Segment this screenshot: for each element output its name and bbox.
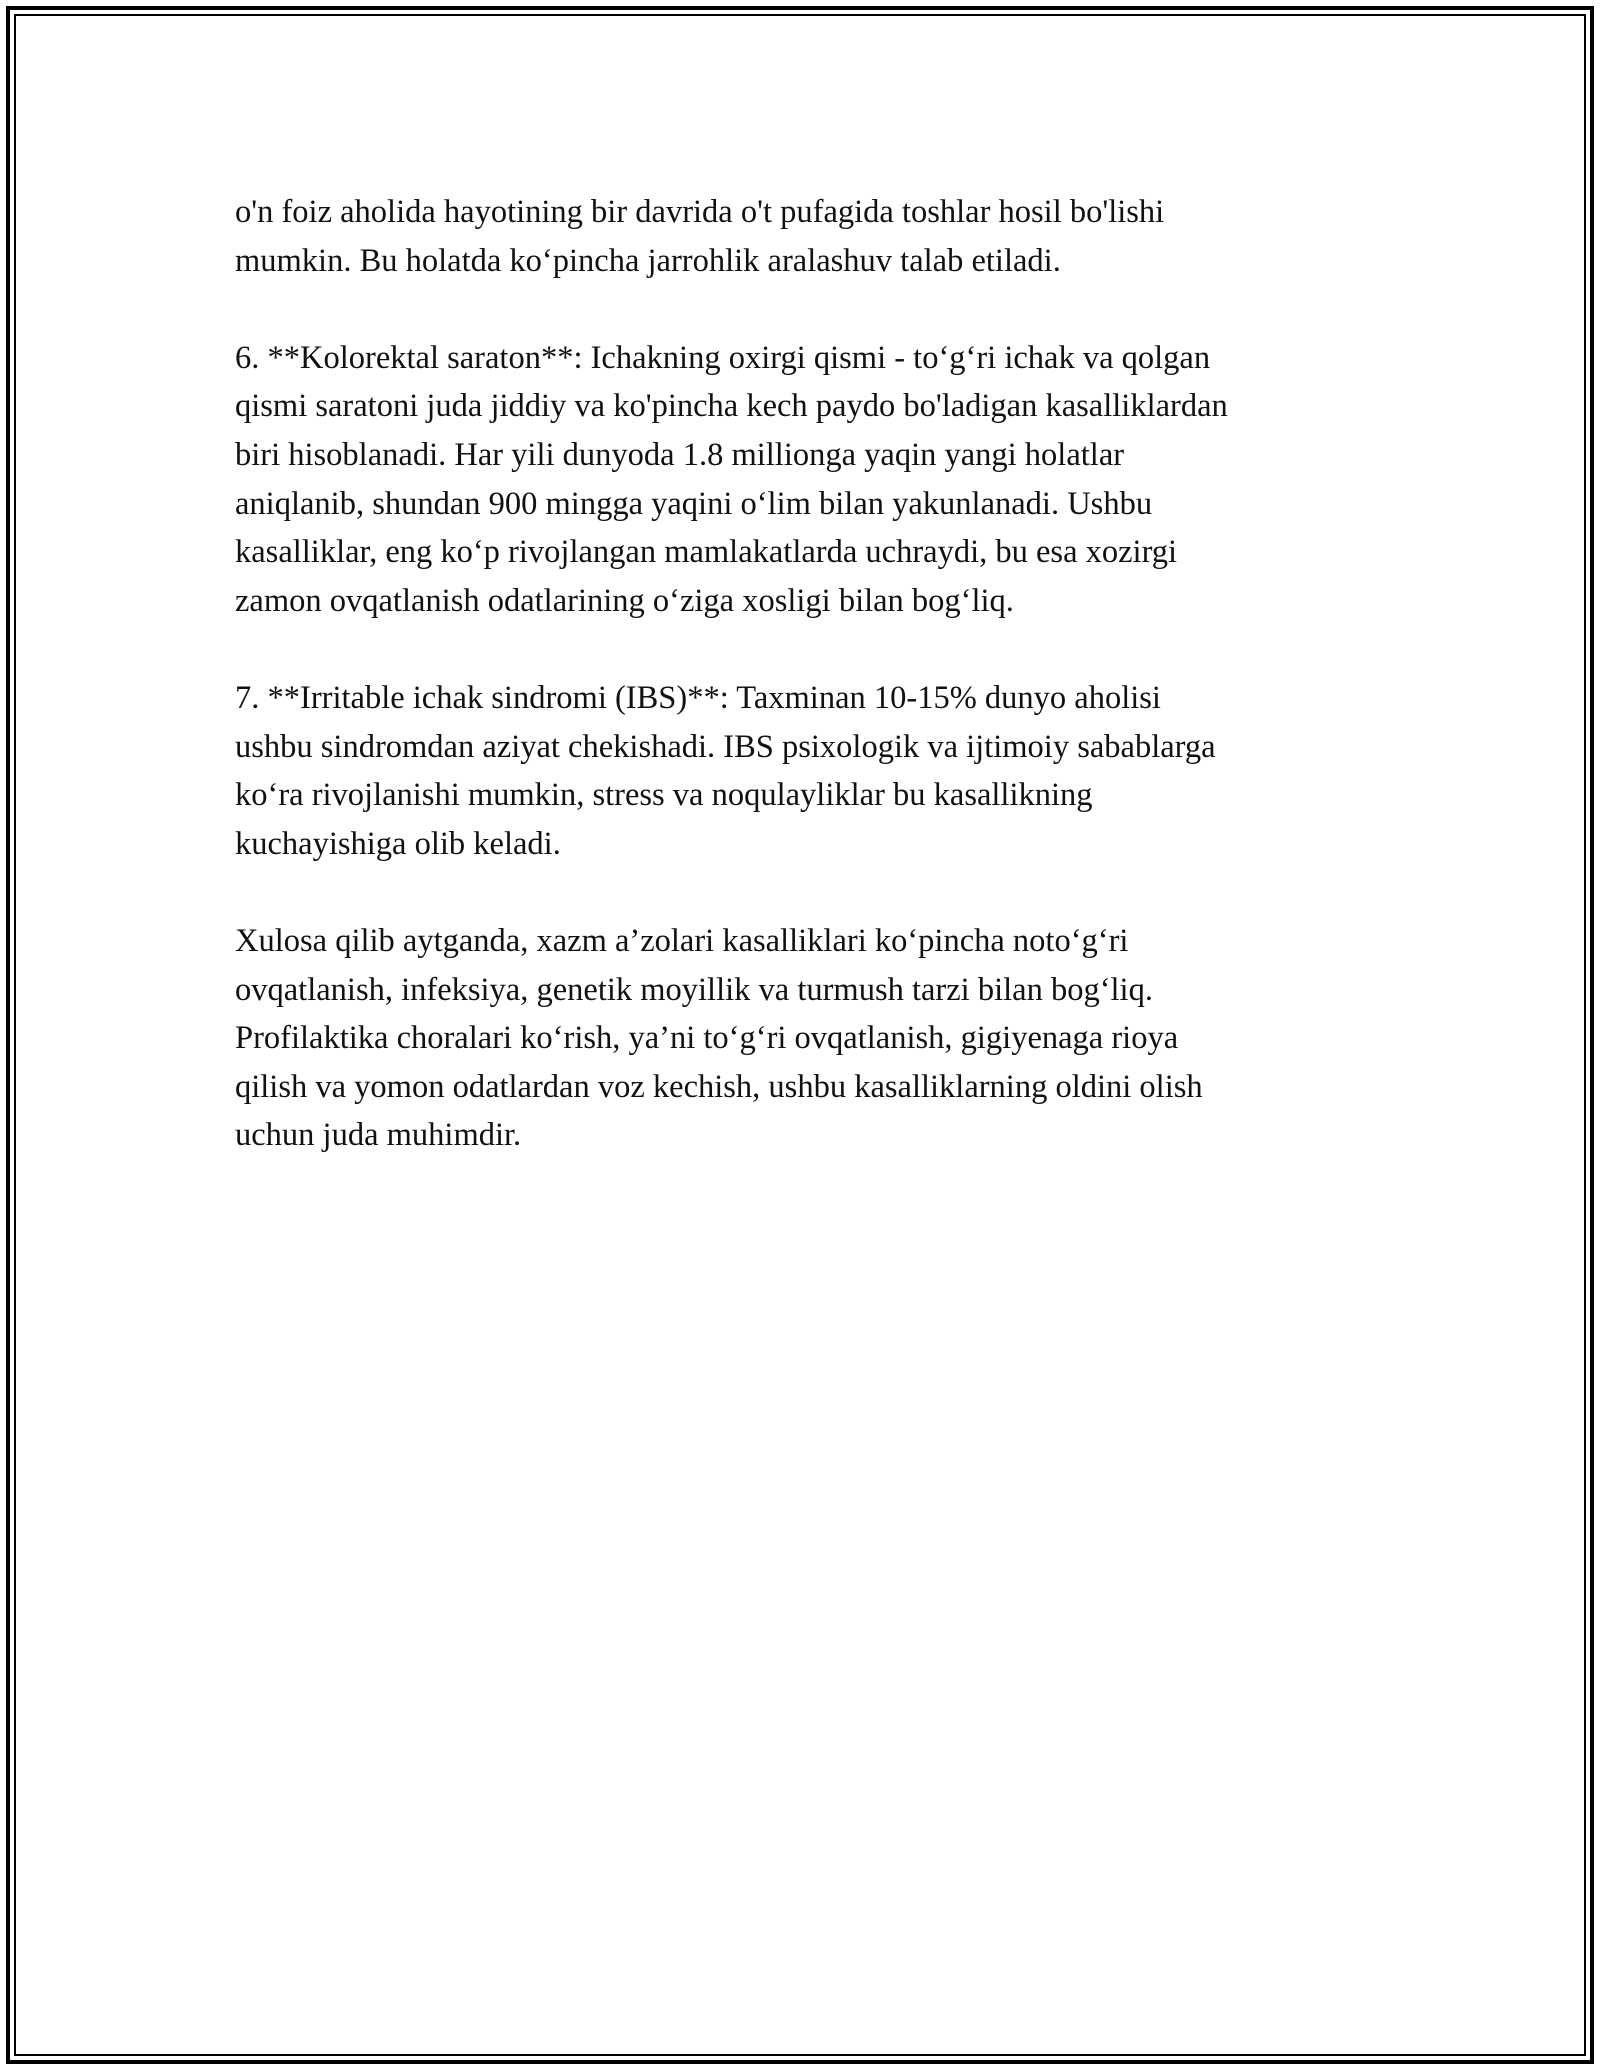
- text-line: 6. **Kolorektal saraton**: Ichakning oxirgi qismi - to‘g‘ri ichak va qolgan: [235, 339, 1211, 376]
- text-line: kuchayishiga olib keladi.: [235, 825, 561, 862]
- text-line: ushbu sindromdan aziyat chekishadi. IBS psixologik va ijtimoiy sabablarga: [235, 728, 1216, 765]
- text-line: ko‘ra rivojlanishi mumkin, stress va noqulayliklar bu kasallikning: [235, 777, 1093, 814]
- text-line: qilish va yomon odatlardan voz kechish, ushbu kasalliklarning oldini olish: [235, 1068, 1203, 1105]
- paragraph-ibs: [235, 674, 1375, 868]
- text-line: o'n foiz aholida hayotining bir davrida o't pufagida toshlar hosil bo'lishi: [235, 194, 1165, 230]
- text-line: ovqatlanish, infeksiya, genetik moyillik va turmush tarzi bilan bog‘liq.: [235, 971, 1153, 1008]
- text-line: biri hisoblanadi. Har yili dunyoda 1.8 millionga yaqin yangi holatlar: [235, 436, 1125, 473]
- text-line: aniqlanib, shundan 900 mingga yaqini o‘lim bilan yakunlanadi. Ushbu: [235, 485, 1153, 522]
- text-line: mumkin. Bu holatda ko‘pincha jarrohlik aralashuv talab etiladi.: [235, 242, 1061, 279]
- paragraph-conclusion: [235, 917, 1375, 1160]
- text-line: 7. **Irritable ichak sindromi (IBS)**: Taxminan 10-15% dunyo aholisi: [235, 679, 1161, 716]
- text-line: uchun juda muhimdir.: [235, 1117, 522, 1154]
- paragraph-colorectal-cancer: [235, 334, 1375, 626]
- document-body: [235, 188, 1375, 1208]
- text-line: qismi saratoni juda jiddiy va ko'pincha kech paydo bo'ladigan kasalliklardan: [235, 388, 1228, 425]
- paragraph-gallstones-continuation: [235, 188, 1375, 285]
- text-line: zamon ovqatlanish odatlarining o‘ziga xosligi bilan bog‘liq.: [235, 582, 1014, 619]
- text-line: Profilaktika choralari ko‘rish, ya’ni to‘g‘ri ovqatlanish, gigiyenaga rioya: [235, 1020, 1179, 1057]
- text-line: Xulosa qilib aytganda, xazm a’zolari kasalliklari ko‘pincha noto‘g‘ri: [235, 922, 1129, 959]
- text-line: kasalliklar, eng ko‘p rivojlangan mamlakatlarda uchraydi, bu esa xozirgi: [235, 534, 1178, 571]
